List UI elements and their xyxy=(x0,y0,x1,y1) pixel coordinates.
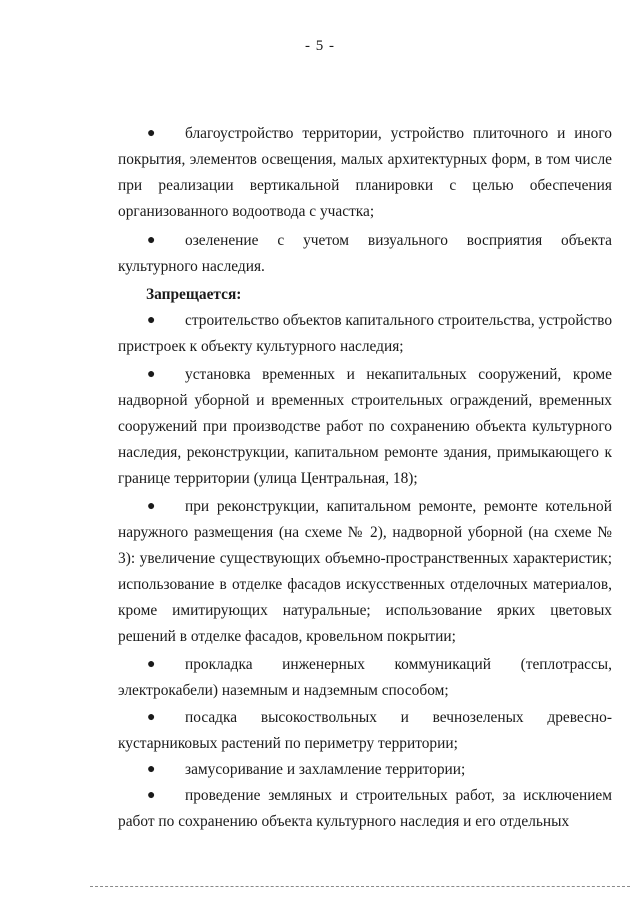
bullet-icon: ● xyxy=(147,657,156,672)
list-item: благоустройство территории, устройство плиточного и иного покрытия, элементов освещения, малых архитектурных форм, в том числе при реализации вертикальной планировки с целью обеспечения организованного водоотвода с участка; xyxy=(118,125,612,220)
bullet-icon: ● xyxy=(147,499,156,514)
bullet-icon: ● xyxy=(147,126,156,141)
list-item: строительство объектов капитального строительства, устройство пристроек к объекту культурного наследия; xyxy=(118,312,613,355)
bullet-icon: ● xyxy=(147,710,156,725)
list-item: при реконструкции, капитальном ремонте, ремонте котельной наружного размещения (на схеме № 2), надворной уборной (на схеме № 3): увеличение существующих объемно-пространственных характеристик; использование в отделке фасадов искусственных отделочных материалов, кроме имитирующих натуральные; использование ярких цветовых решений в отделке фасадов, кровельном покрытии; xyxy=(118,498,612,645)
bullet-icon: ● xyxy=(147,233,156,248)
bullet-icon: ● xyxy=(147,788,156,803)
scan-edge-divider xyxy=(90,886,630,888)
list-item: замусоривание и захламление территории; xyxy=(185,761,466,778)
page-number: - 5 - xyxy=(305,38,335,54)
list-item: проведение земляных и строительных работ, за исключением работ по сохранению объекта культурного наследия и его отдельных xyxy=(118,787,612,830)
section-heading: Запрещается: xyxy=(146,286,242,303)
bullet-icon: ● xyxy=(147,367,156,382)
bullet-icon: ● xyxy=(147,313,156,328)
list-item: посадка высокоствольных и вечнозеленых древесно-кустарниковых растений по периметру территории; xyxy=(118,709,612,752)
list-item: прокладка инженерных коммуникаций (теплотрассы, электрокабели) наземным и надземным способом; xyxy=(118,656,612,699)
list-item: озеленение с учетом визуального восприятия объекта культурного наследия. xyxy=(118,232,612,275)
bullet-icon: ● xyxy=(147,762,156,777)
list-item: установка временных и некапитальных сооружений, кроме надворной уборной и временных строительных ограждений, временных сооружений при производстве работ по сохранению объекта культурного наследия, реконструкции, капитальном ремонте здания, примыкающего к границе территории (улица Центральная, 18); xyxy=(118,366,612,487)
